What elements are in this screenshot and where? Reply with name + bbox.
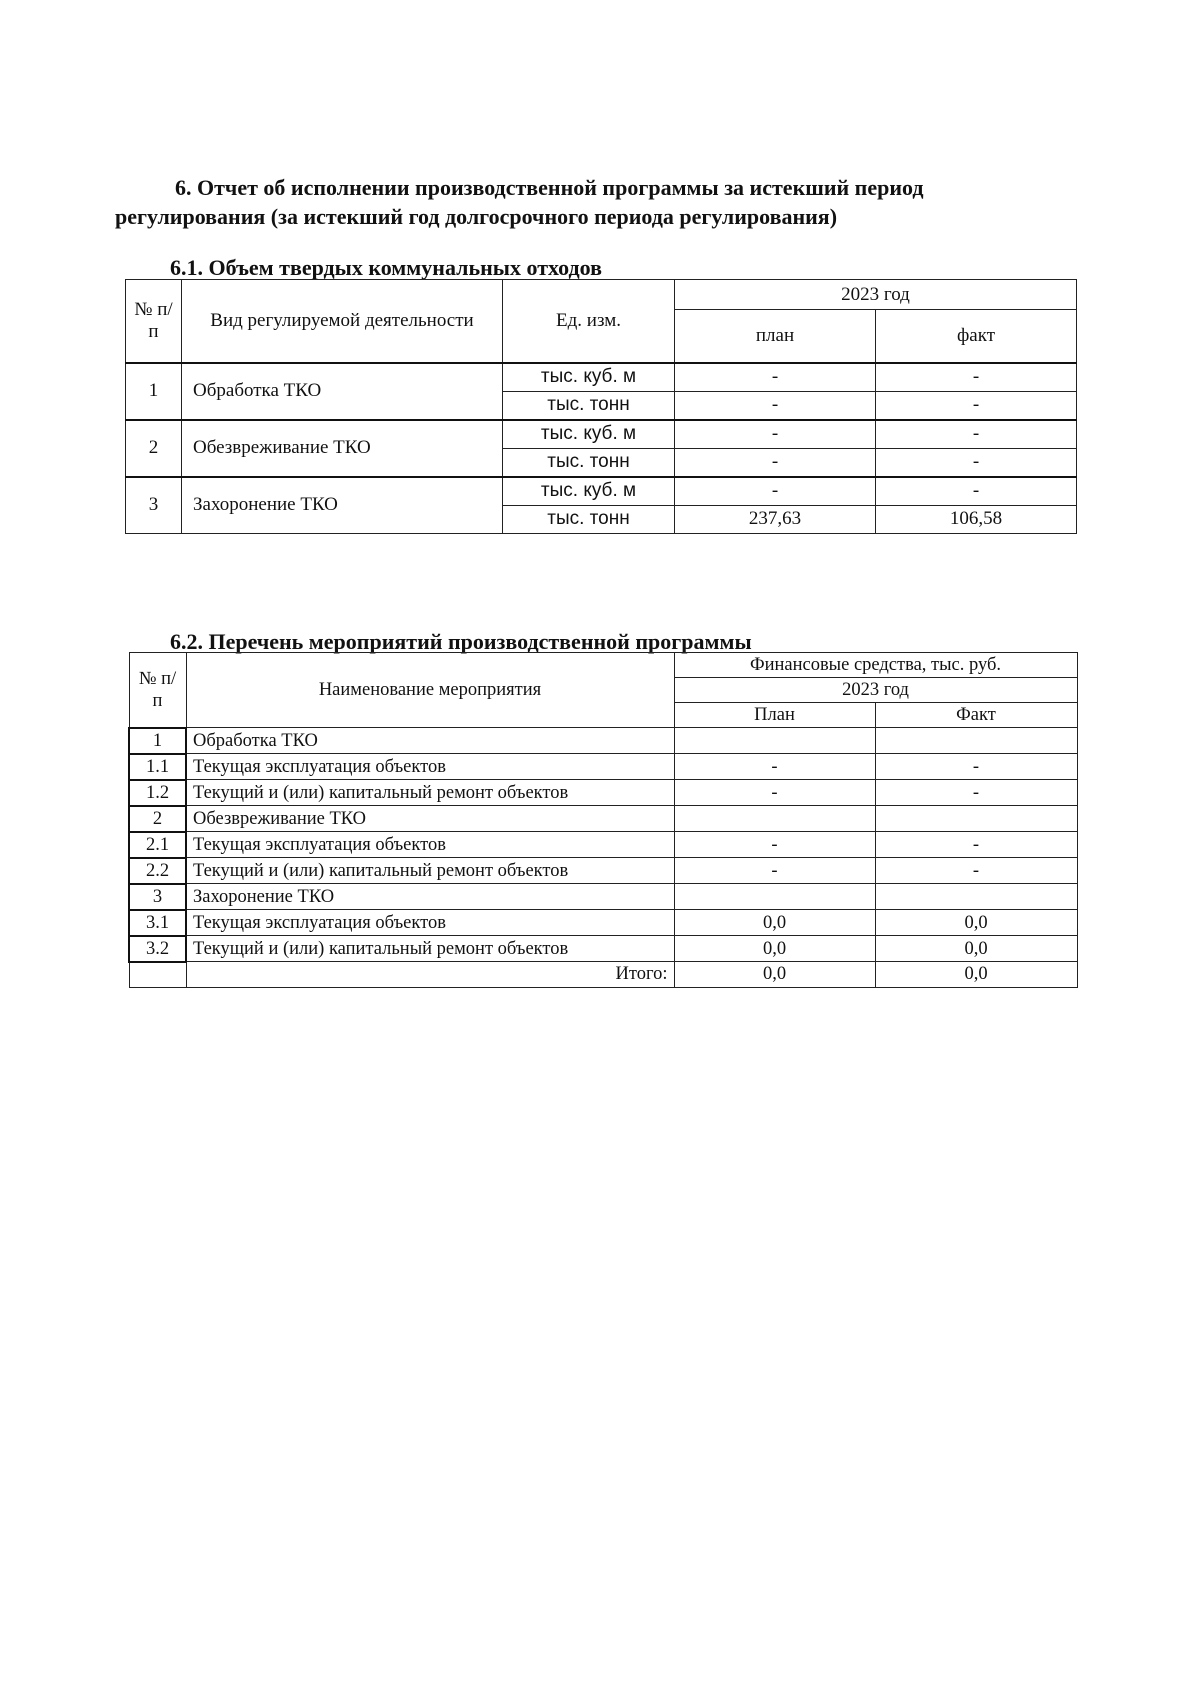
table-row (129, 780, 1077, 806)
fact-value (875, 728, 1077, 754)
fact-value: - (876, 448, 1077, 477)
row-num: 3.2 (129, 936, 186, 962)
fact-value: - (876, 363, 1077, 392)
measure-name: Текущий и (или) капитальный ремонт объектов (186, 858, 674, 884)
report-heading (115, 173, 1075, 231)
col-header-name: Наименование мероприятия (186, 653, 674, 728)
plan-value: 0,0 (674, 936, 875, 962)
col-header-plan: План (674, 703, 875, 728)
fact-value: - (876, 391, 1077, 420)
fact-value: - (875, 858, 1077, 884)
col-header-activity: Вид регулируемой деятельности (182, 280, 503, 363)
fact-value (875, 806, 1077, 832)
table-row (129, 858, 1077, 884)
table-row (126, 477, 1077, 506)
report-heading-line1: 6. Отчет об исполнении производственной программы за истекший период (175, 175, 924, 200)
activity-name: Захоронение ТКО (182, 477, 503, 534)
col-header-fact: факт (876, 310, 1077, 363)
col-header-plan: план (675, 310, 876, 363)
measure-name: Текущая эксплуатация объектов (186, 754, 674, 780)
program-measures-table (128, 652, 1078, 988)
table-row (129, 806, 1077, 832)
fact-value: - (876, 420, 1077, 449)
fact-value: 0,0 (875, 936, 1077, 962)
col-header-num: № п/п (126, 280, 182, 363)
total-empty-cell (129, 962, 186, 988)
col-header-num: № п/п (129, 653, 186, 728)
fact-value: 106,58 (876, 505, 1077, 533)
total-plan-value: 0,0 (674, 962, 875, 988)
plan-value: - (675, 391, 876, 420)
fact-value: - (875, 780, 1077, 806)
waste-volume-table (125, 279, 1077, 534)
unit-cell: тыс. куб. м (503, 420, 675, 449)
plan-value: 237,63 (675, 505, 876, 533)
row-num: 2.1 (129, 832, 186, 858)
col-header-year: 2023 год (674, 678, 1077, 703)
section-6-1-title: 6.1. Объем твердых коммунальных отходов (170, 255, 602, 280)
unit-cell: тыс. тонн (503, 505, 675, 533)
plan-value: - (674, 858, 875, 884)
fact-value: - (875, 832, 1077, 858)
col-header-unit: Ед. изм. (503, 280, 675, 363)
table-row (129, 728, 1077, 754)
measure-name: Текущая эксплуатация объектов (186, 832, 674, 858)
row-num: 1 (126, 363, 182, 420)
row-num: 1 (129, 728, 186, 754)
table-row (129, 832, 1077, 858)
unit-cell: тыс. куб. м (503, 363, 675, 392)
row-num: 2 (126, 420, 182, 477)
row-num: 2 (129, 806, 186, 832)
measure-name: Текущий и (или) капитальный ремонт объектов (186, 936, 674, 962)
measure-name: Обработка ТКО (186, 728, 674, 754)
measure-name: Текущий и (или) капитальный ремонт объектов (186, 780, 674, 806)
fact-value: 0,0 (875, 910, 1077, 936)
measure-name: Захоронение ТКО (186, 884, 674, 910)
total-fact-value: 0,0 (875, 962, 1077, 988)
row-num: 3 (129, 884, 186, 910)
total-row (129, 962, 1077, 988)
plan-value: - (674, 832, 875, 858)
plan-value (674, 884, 875, 910)
row-num: 1.2 (129, 780, 186, 806)
table-row (126, 363, 1077, 392)
fact-value: - (876, 477, 1077, 506)
plan-value (674, 728, 875, 754)
plan-value: 0,0 (674, 910, 875, 936)
unit-cell: тыс. куб. м (503, 477, 675, 506)
table-row (129, 754, 1077, 780)
activity-name: Обработка ТКО (182, 363, 503, 420)
unit-cell: тыс. тонн (503, 448, 675, 477)
row-num: 1.1 (129, 754, 186, 780)
col-header-fact: Факт (875, 703, 1077, 728)
report-heading-line2: регулирования (за истекший год долгосрочного периода регулирования) (115, 204, 838, 229)
fact-value (875, 884, 1077, 910)
col-header-year: 2023 год (675, 280, 1077, 310)
plan-value: - (674, 780, 875, 806)
plan-value: - (675, 363, 876, 392)
plan-value: - (675, 420, 876, 449)
total-label: Итого: (186, 962, 674, 988)
table-row (126, 420, 1077, 449)
table-row (129, 936, 1077, 962)
plan-value: - (675, 448, 876, 477)
section-6-2-title: 6.2. Перечень мероприятий производственной программы (170, 629, 752, 654)
plan-value: - (675, 477, 876, 506)
plan-value (674, 806, 875, 832)
table-row (129, 910, 1077, 936)
fact-value: - (875, 754, 1077, 780)
measure-name: Обезвреживание ТКО (186, 806, 674, 832)
measure-name: Текущая эксплуатация объектов (186, 910, 674, 936)
table-row (129, 884, 1077, 910)
col-header-finance: Финансовые средства, тыс. руб. (674, 653, 1077, 678)
row-num: 3.1 (129, 910, 186, 936)
unit-cell: тыс. тонн (503, 391, 675, 420)
row-num: 2.2 (129, 858, 186, 884)
plan-value: - (674, 754, 875, 780)
activity-name: Обезвреживание ТКО (182, 420, 503, 477)
row-num: 3 (126, 477, 182, 534)
